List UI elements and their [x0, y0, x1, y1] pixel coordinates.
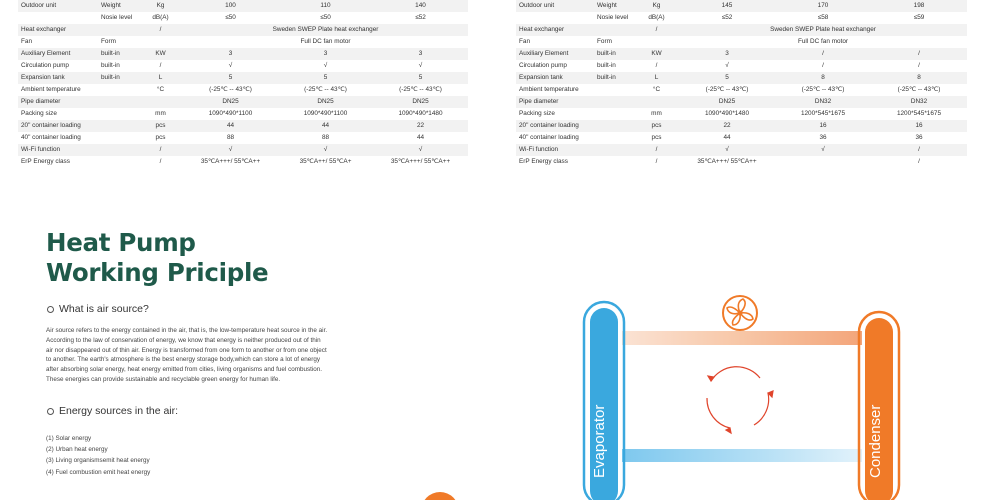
table-cell: mm [155, 110, 166, 117]
table-cell: √ [183, 144, 278, 156]
table-cell [516, 12, 594, 24]
table-cell [634, 36, 679, 48]
table-cell: 1200*545*1675 [896, 110, 942, 117]
table-cell: √ [323, 62, 328, 69]
table-cell [138, 96, 183, 108]
table-cell [594, 84, 634, 96]
table-cell: Circulation pump [21, 62, 69, 69]
table-cell: pcs [651, 134, 662, 141]
section-title-text: Energy sources in the air: [59, 405, 179, 417]
table-row [18, 96, 468, 108]
table-cell [594, 144, 634, 156]
energy-sources-list [46, 433, 150, 478]
paragraph-line: air nor disappeared out of thin air. Energy is transformed from one form to another or from one object [46, 346, 327, 354]
table-cell: 198 [871, 0, 967, 12]
heading-line-2: Working Priciple [46, 258, 269, 287]
table-row [516, 60, 967, 72]
table-cell: °C [652, 86, 661, 93]
table-cell [98, 132, 138, 144]
table-cell: ErP Energy class [21, 158, 70, 165]
table-cell: / [871, 144, 967, 156]
table-cell: / [138, 144, 183, 156]
list-item: (2) Urban heat energy [46, 446, 108, 454]
table-row [516, 48, 967, 60]
table-cell: / [159, 158, 162, 165]
table-cell: 5 [679, 72, 775, 84]
table-cell: 40" container loading [519, 134, 579, 141]
table-cell: 44 [723, 134, 731, 141]
table-cell: Fan [21, 38, 33, 45]
table-cell [594, 156, 634, 168]
table-cell: Nosie level [101, 14, 133, 21]
table-cell: built-in [98, 72, 138, 84]
table-cell: Auxiliary Element [18, 48, 98, 60]
table-cell: 88 [226, 134, 235, 141]
table-row [18, 48, 468, 60]
table-cell: L [634, 72, 679, 84]
table-cell: built-in [98, 48, 138, 60]
table-cell [98, 96, 138, 108]
table-row [516, 12, 967, 24]
table-row [516, 108, 967, 120]
table-row [516, 156, 967, 168]
table-cell: 22 [373, 120, 468, 132]
table-cell: 1090*490*1480 [398, 110, 443, 117]
table-cell: built-in [597, 62, 616, 69]
table-cell: 16 [775, 120, 871, 132]
table-cell: 20" container loading [18, 120, 98, 132]
table-cell: √ [373, 144, 468, 156]
table-cell: Outdoor unit [516, 0, 594, 12]
table-cell: 36 [819, 134, 827, 141]
table-cell: DN25 [183, 96, 278, 108]
table-cell: √ [278, 144, 373, 156]
table-cell: Pipe diameter [516, 96, 594, 108]
table-cell: (-25℃ -- 43℃) [801, 86, 845, 93]
table-cell: 5 [183, 72, 278, 84]
table-cell [775, 156, 871, 168]
table-row [516, 132, 967, 144]
table-cell: 16 [871, 120, 967, 132]
table-cell: (-25℃ -- 43℃) [897, 86, 941, 93]
table-row [18, 144, 468, 156]
table-row [18, 84, 468, 96]
hot-pipe [622, 331, 862, 345]
table-cell: Pipe diameter [18, 96, 98, 108]
table-cell [594, 132, 634, 144]
table-cell: DN25 [679, 96, 775, 108]
table-cell: Sweden SWEP Plate heat exchanger [679, 24, 967, 36]
table-cell: √ [418, 62, 423, 69]
table-cell: 44 [416, 134, 425, 141]
table-cell: Expansion tank [516, 72, 594, 84]
table-cell [98, 108, 138, 120]
table-cell: Sweden SWEP Plate heat exchanger [183, 24, 468, 36]
table-row [18, 72, 468, 84]
table-cell [98, 156, 138, 168]
table-cell: DN25 [373, 96, 468, 108]
table-cell [98, 24, 138, 36]
table-cell: / [655, 158, 658, 165]
table-row [18, 24, 468, 36]
table-cell: 35℃A+++/ 55℃A++ [697, 158, 757, 165]
table-cell: 20" container loading [516, 120, 594, 132]
table-cell: 88 [321, 134, 330, 141]
orange-circle-decoration [421, 492, 459, 500]
table-cell: 36 [915, 134, 923, 141]
table-cell: 35℃A+++/ 55℃A++ [390, 158, 451, 165]
fan-icon [723, 296, 757, 330]
table-cell: 3 [373, 48, 468, 60]
table-row [516, 0, 967, 12]
table-cell: 100 [183, 0, 278, 12]
table-cell: Packing size [519, 110, 555, 117]
table-cell: 8 [871, 72, 967, 84]
table-row [516, 120, 967, 132]
table-cell: 1090*490*1100 [303, 110, 348, 117]
condenser-label: Condenser [867, 404, 884, 478]
air-source-paragraph [46, 326, 366, 385]
table-cell: KW [138, 48, 183, 60]
table-cell: 44 [278, 120, 373, 132]
table-row [18, 60, 468, 72]
table-cell: (-25℃ -- 43℃) [705, 86, 749, 93]
section-title-energy-sources [47, 405, 178, 417]
table-cell: dB(A) [648, 14, 665, 21]
table-cell: Kg [138, 0, 183, 12]
table-cell: 5 [278, 72, 373, 84]
page-heading [46, 228, 268, 288]
table-cell: ≤52 [415, 14, 426, 21]
table-cell: Kg [634, 0, 679, 12]
table-cell: 1090*490*1480 [704, 110, 750, 117]
paragraph-line: Air source refers to the energy contained in the air, that is, the low-temperature heat source in the air. [46, 327, 328, 334]
table-row [18, 12, 468, 24]
paragraph-line: According to the law of conservation of energy, we know that energy is neither produced out of thin [46, 336, 321, 344]
table-cell: 1200*545*1675 [800, 110, 846, 117]
evaporator [584, 302, 624, 500]
table-cell: Full DC fan motor [797, 38, 849, 45]
table-cell: / [634, 144, 679, 156]
table-cell: KW [634, 48, 679, 60]
evaporator-label: Evaporator [591, 404, 608, 478]
condenser [859, 312, 899, 500]
table-cell [98, 144, 138, 156]
table-cell: / [918, 62, 920, 69]
table-row [516, 36, 967, 48]
section-title-text: What is air source? [59, 303, 149, 315]
table-cell: Ambient temperature [21, 86, 81, 93]
table-cell: Circulation pump [519, 62, 567, 69]
table-row [18, 108, 468, 120]
table-cell: dB(A) [152, 14, 169, 21]
table-cell: ≤52 [721, 14, 733, 21]
table-cell: / [634, 24, 679, 36]
table-cell: Fan [519, 38, 531, 45]
table-cell: Weight [594, 0, 634, 12]
table-cell [594, 108, 634, 120]
table-cell: Heat exchanger [18, 24, 98, 36]
table-cell: 170 [775, 0, 871, 12]
section-title-air-source [47, 303, 149, 315]
table-cell: ≤50 [225, 14, 236, 21]
table-row [516, 144, 967, 156]
table-cell [18, 12, 98, 24]
table-cell: DN25 [278, 96, 373, 108]
table-cell: (-25℃ -- 43℃) [209, 86, 252, 93]
table-cell: Full DC fan motor [300, 38, 351, 45]
table-cell: 8 [775, 72, 871, 84]
table-cell: Form [597, 38, 612, 45]
table-row [18, 0, 468, 12]
table-cell [98, 120, 138, 132]
table-cell [138, 36, 183, 48]
table-cell: 35℃A+++/ 55℃A++ [200, 158, 261, 165]
table-row [18, 36, 468, 48]
table-cell: Weight [98, 0, 138, 12]
table-cell: L [138, 72, 183, 84]
table-cell: Wi-Fi function [516, 144, 594, 156]
table-cell: DN32 [871, 96, 967, 108]
table-cell: Form [101, 38, 116, 45]
table-cell: built-in [101, 62, 120, 69]
table-cell: ≤50 [320, 14, 331, 21]
table-row [18, 156, 468, 168]
table-cell [634, 96, 679, 108]
table-cell: Heat exchanger [516, 24, 594, 36]
table-row [516, 24, 967, 36]
table-cell: Outdoor unit [18, 0, 98, 12]
table-cell: / [159, 62, 162, 69]
circle-bullet-icon [47, 408, 54, 415]
paragraph-line: These energies can provide sustainable and recyclable green energy for human life. [46, 375, 281, 383]
table-cell: Wi-Fi function [18, 144, 98, 156]
table-cell: DN32 [775, 96, 871, 108]
table-row [516, 96, 967, 108]
table-cell: ≤59 [913, 14, 925, 21]
table-cell: (-25℃ -- 43℃) [304, 86, 347, 93]
table-cell: built-in [594, 48, 634, 60]
table-cell: 3 [183, 48, 278, 60]
table-cell: 40" container loading [21, 134, 81, 141]
table-cell: pcs [138, 120, 183, 132]
table-cell: 35℃A++/ 55℃A+ [299, 158, 352, 165]
table-cell: ≤58 [817, 14, 829, 21]
table-cell: / [918, 158, 920, 165]
table-cell [98, 84, 138, 96]
cycle-arrows-icon [707, 367, 773, 433]
circle-bullet-icon [47, 306, 54, 313]
table-cell: √ [228, 62, 233, 69]
cold-pipe [622, 449, 862, 462]
table-cell: 22 [679, 120, 775, 132]
table-cell: / [775, 48, 871, 60]
list-item: (4) Fuel combustion emit heat energy [46, 468, 151, 476]
table-cell: (-25℃ -- 43℃) [399, 86, 442, 93]
table-cell: Auxiliary Element [516, 48, 594, 60]
table-cell: √ [725, 62, 729, 69]
table-cell: Expansion tank [18, 72, 98, 84]
table-cell: √ [679, 144, 775, 156]
list-item: (1) Solar energy [46, 435, 92, 442]
table-cell: mm [651, 110, 662, 117]
spec-table-left [18, 0, 468, 168]
table-cell: 145 [679, 0, 775, 12]
table-row [516, 84, 967, 96]
table-cell: Ambient temperature [519, 86, 579, 93]
table-row [516, 72, 967, 84]
paragraph-line: after absorbing solar energy, heat energy emitted from cities, living organisms and fuel combustion. [46, 366, 323, 374]
table-cell: ErP Energy class [519, 158, 568, 165]
table-cell: pcs [155, 134, 166, 141]
list-item: (3) Living organismsemit heat energy [46, 457, 150, 465]
table-cell: 44 [183, 120, 278, 132]
table-cell: / [655, 62, 658, 69]
table-cell: °C [156, 86, 165, 93]
table-cell: / [871, 48, 967, 60]
table-cell: built-in [594, 72, 634, 84]
table-cell: Packing size [21, 110, 57, 117]
table-cell [594, 24, 634, 36]
table-cell: 5 [373, 72, 468, 84]
table-row [18, 132, 468, 144]
table-cell: Nosie level [597, 14, 629, 21]
spec-table-right [516, 0, 967, 168]
table-cell: pcs [634, 120, 679, 132]
table-row [18, 120, 468, 132]
table-cell: 3 [679, 48, 775, 60]
table-cell [594, 96, 634, 108]
heading-line-1: Heat Pump [46, 228, 196, 257]
table-cell: 3 [278, 48, 373, 60]
table-cell: 1090*490*1100 [208, 110, 253, 117]
paragraph-line: to another. The earth's atmosphere is the best energy storage body,which can store a lot of energy [46, 356, 320, 364]
table-cell: / [138, 24, 183, 36]
table-cell: / [822, 62, 824, 69]
table-cell: √ [775, 144, 871, 156]
table-cell [594, 120, 634, 132]
table-cell: 140 [373, 0, 468, 12]
table-cell: 110 [278, 0, 373, 12]
